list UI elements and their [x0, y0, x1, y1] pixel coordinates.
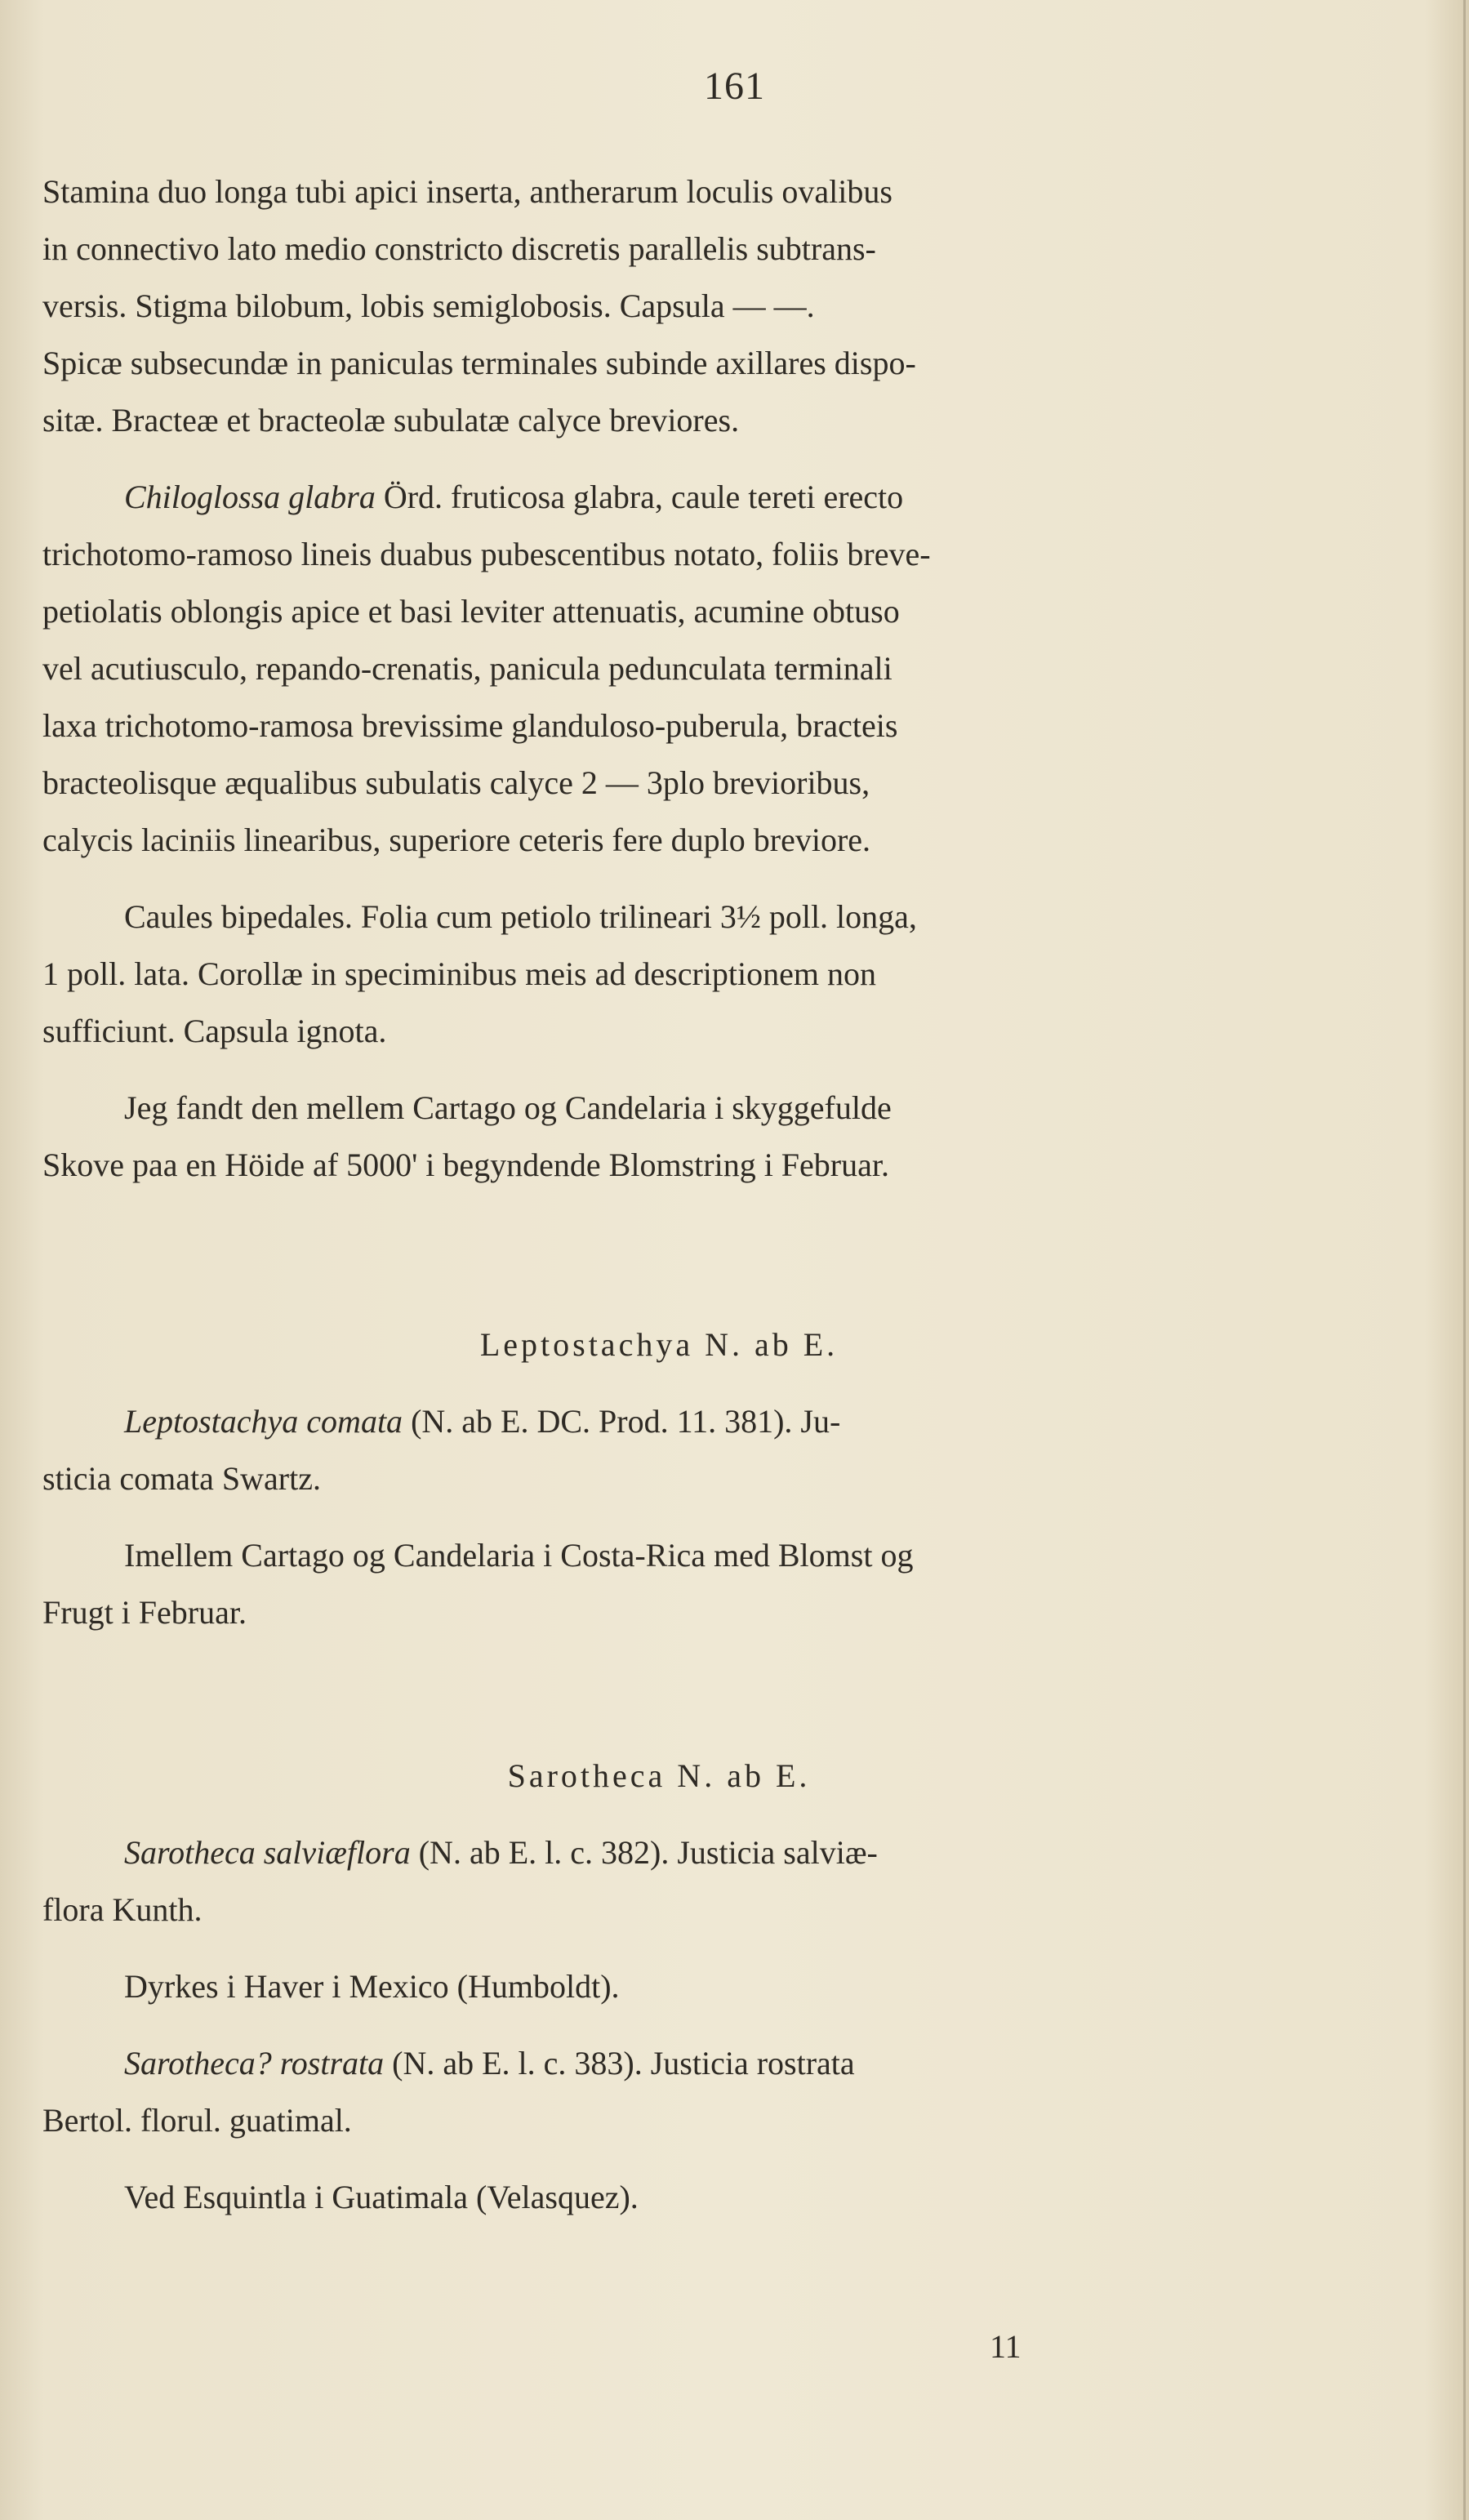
- paragraph-sarotheca: [42, 1824, 1275, 1939]
- species-name: Chiloglossa glabra: [124, 479, 376, 515]
- text-line: Stamina duo longa tubi apici inserta, antherarum loculis ovalibus: [42, 173, 893, 210]
- text-line: versis. Stigma bilobum, lobis semiglobosis. Capsula — —.: [42, 287, 815, 324]
- text-line: 1 poll. lata. Corollæ in speciminibus meis ad descriptionem non: [42, 955, 876, 992]
- text-line: Dyrkes i Haver i Mexico (Humboldt).: [124, 1968, 620, 2005]
- text-line: in connectivo lato medio constricto discretis parallelis subtrans-: [42, 230, 876, 267]
- text-line: Sarotheca salviæflora (N. ab E. l. c. 382). Justicia salviæ-: [124, 1834, 878, 1871]
- text-line: sufficiunt. Capsula ignota.: [42, 1013, 387, 1049]
- paragraph-stamina: [42, 163, 1275, 449]
- text-line: Chiloglossa glabra Örd. fruticosa glabra, caule tereti erecto: [124, 479, 904, 515]
- paragraph-imellem: [42, 1527, 1275, 1641]
- page-edge: [1463, 0, 1466, 2520]
- text-line: bracteolisque æqualibus subulatis calyce 2 — 3plo brevioribus,: [42, 764, 870, 801]
- text-line: Bertol. florul. guatimal.: [42, 2102, 352, 2139]
- signature-mark: 11: [990, 2328, 1022, 2365]
- text-line: petiolatis oblongis apice et basi leviter attenuatis, acumine obtuso: [42, 593, 900, 630]
- text-line: Spicæ subsecundæ in paniculas terminales subinde axillares dispo-: [42, 345, 916, 381]
- text-line: trichotomo-ramoso lineis duabus pubescentibus notato, foliis breve-: [42, 536, 931, 572]
- text-line: sticia comata Swartz.: [42, 1460, 321, 1497]
- text-line: sitæ. Bracteæ et bracteolæ subulatæ calyce breviores.: [42, 402, 740, 439]
- text-line: Imellem Cartago og Candelaria i Costa-Rica med Blomst og: [124, 1537, 914, 1574]
- species-name: Sarotheca salviæflora: [124, 1834, 411, 1871]
- text-line: Frugt i Februar.: [42, 1594, 247, 1631]
- paragraph-rostrata: [42, 2035, 1275, 2149]
- text-line: vel acutiusculo, repando-crenatis, panicula pedunculata terminali: [42, 650, 893, 687]
- species-name: Sarotheca? rostrata: [124, 2045, 385, 2081]
- species-name: Leptostachya comata: [124, 1403, 403, 1440]
- paragraph-dyrkes: [42, 1958, 1275, 2015]
- paragraph-locality: [42, 1080, 1275, 1194]
- text-line: Caules bipedales. Folia cum petiolo trilineari 3½ poll. longa,: [124, 898, 917, 935]
- text-line: calycis laciniis linearibus, superiore ceteris fere duplo breviore.: [42, 821, 871, 858]
- paragraph-ved: [42, 2169, 1275, 2226]
- text-line: Jeg fandt den mellem Cartago og Candelaria i skyggefulde: [124, 1089, 892, 1126]
- genus-heading-leptostachya: Leptostachya N. ab E.: [479, 1326, 839, 1363]
- paragraph-leptostachya: [42, 1393, 1275, 1507]
- text-line: flora Kunth.: [42, 1891, 203, 1928]
- text-line: Skove paa en Höide af 5000' i begyndende Blomstring i Februar.: [42, 1146, 889, 1183]
- text-line: Leptostachya comata (N. ab E. DC. Prod. 11. 381). Ju-: [124, 1403, 841, 1440]
- text-line: Sarotheca? rostrata (N. ab E. l. c. 383). Justicia rostrata: [124, 2045, 855, 2081]
- page-number: 161: [704, 65, 765, 108]
- page-text: [42, 163, 1275, 2226]
- genus-heading-sarotheca: Sarotheca N. ab E.: [507, 1757, 811, 1794]
- text-line: Ved Esquintla i Guatimala (Velasquez).: [124, 2179, 639, 2215]
- text-line: laxa trichotomo-ramosa brevissime glanduloso-puberula, bracteis: [42, 707, 898, 744]
- paragraph-chiloglossa: [42, 469, 1275, 869]
- paragraph-caules: [42, 888, 1275, 1060]
